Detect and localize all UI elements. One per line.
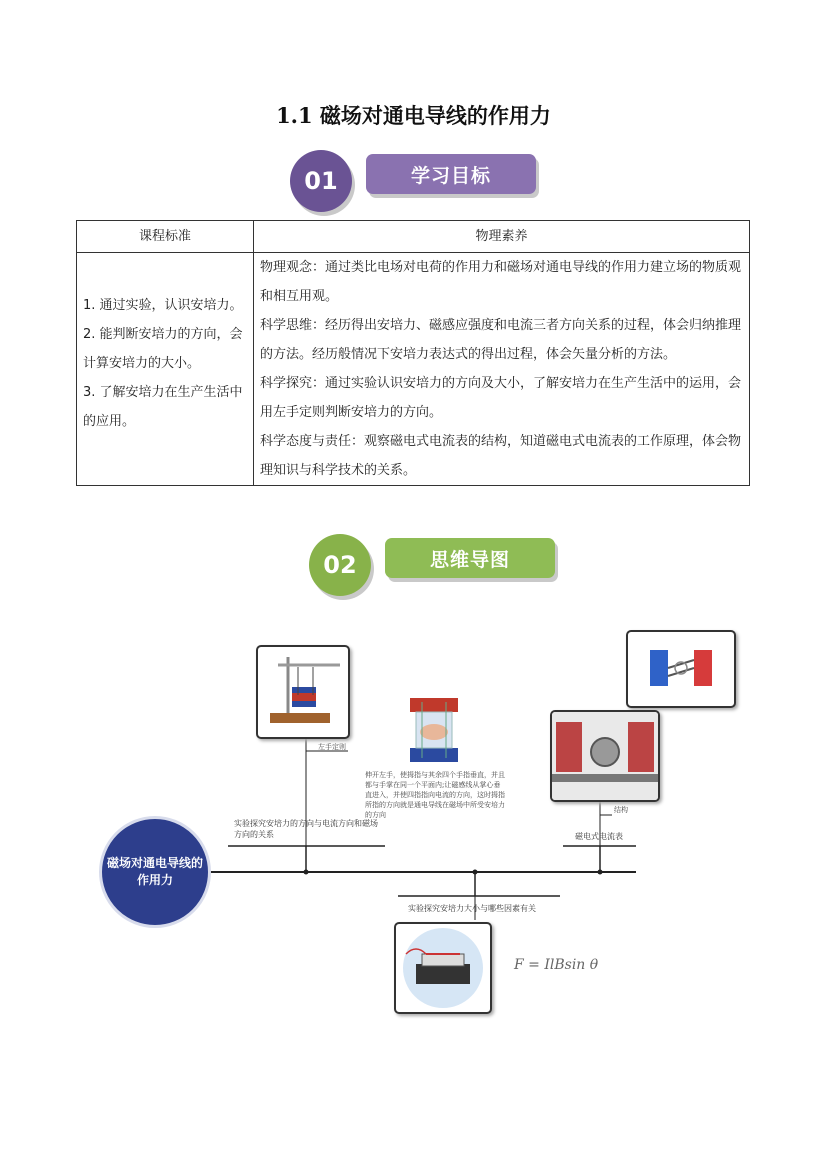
table-row bbox=[77, 253, 750, 486]
table-header-row bbox=[77, 221, 750, 253]
mindmap-root-node: 磁场对通电导线的作用力 bbox=[99, 816, 211, 928]
experiment-apparatus-image bbox=[256, 645, 350, 739]
header-course-standard: 课程标准 bbox=[77, 221, 254, 253]
branch-galvanometer-label: 磁电式电流表 bbox=[575, 832, 623, 841]
galvanometer-photo bbox=[550, 710, 660, 802]
left-hand-rule-label: 左手定则 bbox=[318, 743, 346, 751]
standard-item: 3. 了解安培力在生产生活中的应用。 bbox=[83, 385, 243, 429]
mind-map bbox=[0, 620, 827, 1040]
literacy-item: 科学态度与责任：观察磁电式电流表的结构，知道磁电式电流表的工作原理，体会物理知识与科学技术的关系。 bbox=[260, 434, 742, 478]
header-physics-literacy: 物理素养 bbox=[254, 221, 750, 253]
structure-label: 结构 bbox=[614, 806, 628, 814]
branch-direction-label: 实验探究安培力的方向与电流方向和磁场方向的关系 bbox=[234, 819, 378, 839]
branch-magnitude-label: 实验探究安培力大小与哪些因素有关 bbox=[408, 904, 536, 913]
page-title: 1.1 磁场对通电导线的作用力 bbox=[276, 103, 551, 128]
standard-item: 1. 通过实验，认识安培力。 bbox=[83, 298, 243, 313]
section-label: 思维导图 bbox=[385, 538, 555, 578]
ammeter-diagram-image bbox=[626, 630, 736, 708]
literacy-item: 物理观念：通过类比电场对电荷的作用力和磁场对通电导线的作用力建立场的物质观和相互用观。 bbox=[260, 260, 742, 304]
left-hand-rule-text: 伸开左手，使拇指与其余四个手指垂直，并且都与手掌在同一个平面内;让磁感线从掌心垂直进入，并使四指指向电流的方向，这时拇指所指的方向就是通电导线在磁场中所受安培力的方向 bbox=[365, 771, 505, 819]
literacy-item: 科学探究：通过实验认识安培力的方向及大小，了解安培力在生产生活中的运用，会用左手定则判断安培力的方向。 bbox=[260, 376, 742, 420]
course-standard-cell bbox=[77, 253, 254, 486]
goals-table bbox=[76, 220, 750, 486]
left-hand-magnet-image bbox=[402, 692, 464, 770]
standard-item: 2. 能判断安培力的方向，会计算安培力的大小。 bbox=[83, 327, 243, 371]
section-label: 学习目标 bbox=[366, 154, 536, 194]
physics-literacy-cell bbox=[254, 253, 750, 486]
ampere-force-formula: F = IlBsin θ bbox=[514, 957, 599, 973]
section-number: 02 bbox=[309, 534, 371, 596]
literacy-item: 科学思维：经历得出安培力、磁感应强度和电流三者方向关系的过程，体会归纳推理的方法。经历般情况下安培力表达式的得出过程，体会矢量分析的方法。 bbox=[260, 318, 742, 362]
section-number: 01 bbox=[290, 150, 352, 212]
magnitude-experiment-image bbox=[394, 922, 492, 1014]
